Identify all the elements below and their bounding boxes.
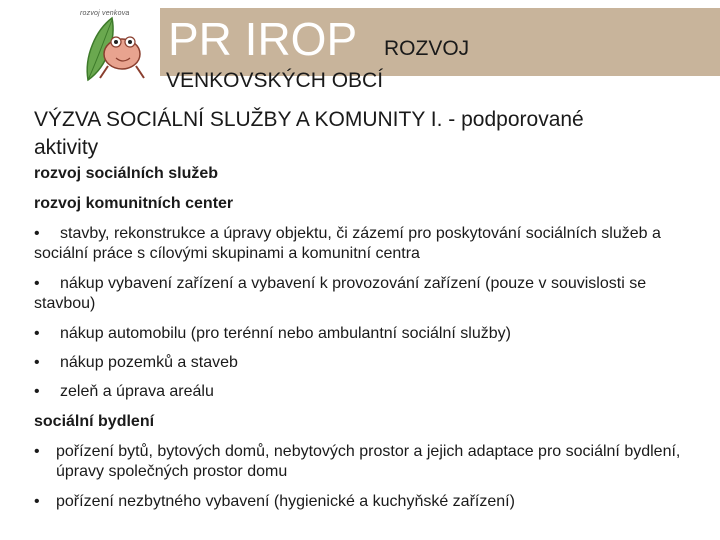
bullet-icon: • (34, 383, 40, 400)
list-item (34, 442, 694, 482)
list-item-text: stavby, rekonstrukce a úpravy objektu, či zázemí pro poskytování sociálních služeb a sociální práce s cílovými skupinami a komunitní centra (34, 225, 661, 262)
list-item (34, 274, 694, 314)
list-item-text: nákup automobilu (pro terénní nebo ambulantní sociální služby) (60, 325, 511, 342)
subheading-community-centers: rozvoj komunitních center (34, 195, 234, 212)
frog-leaf-logo-icon (78, 8, 150, 86)
page-title: PR IROP (168, 13, 358, 65)
logo-text: rozvoj venkova (80, 10, 130, 17)
list-item (34, 324, 694, 344)
bullet-icon: • (34, 493, 40, 510)
bullet-icon: • (34, 443, 40, 460)
title-line2: VENKOVSKÝCH OBCÍ (166, 69, 384, 92)
list-item (34, 492, 694, 512)
heading-upper: VÝZVA SOCIÁLNÍ SLUŽBY A KOMUNITY I. - (34, 108, 456, 131)
bullet-icon: • (34, 325, 40, 342)
heading-rest-line2: aktivity (34, 136, 99, 159)
section-heading (34, 106, 694, 162)
list-item-text: nákup pozemků a staveb (60, 354, 238, 371)
bullet-icon: • (34, 275, 40, 292)
list-item (34, 382, 694, 402)
list-item-text: pořízení nezbytného vybavení (hygienické a kuchyňské zařízení) (56, 493, 515, 510)
content-body (34, 164, 694, 512)
subheading-social-housing: sociální bydlení (34, 413, 155, 430)
bullet-icon: • (34, 225, 40, 242)
list-item (34, 224, 694, 264)
list-item-text: nákup vybavení zařízení a vybavení k provozování zařízení (pouze v souvislosti se stavbou) (34, 275, 647, 312)
bullet-icon: • (34, 354, 40, 371)
list-item (34, 353, 694, 373)
subheading-social-services: rozvoj sociálních služeb (34, 165, 219, 182)
heading-rest: podporované (455, 108, 584, 131)
list-item-text: pořízení bytů, bytových domů, nebytových prostor a jejich adaptace pro sociální bydlení, úpravy společných prostor domu (56, 443, 681, 480)
title-suffix: ROZVOJ (384, 37, 470, 60)
list-item-text: zeleň a úprava areálu (60, 383, 214, 400)
